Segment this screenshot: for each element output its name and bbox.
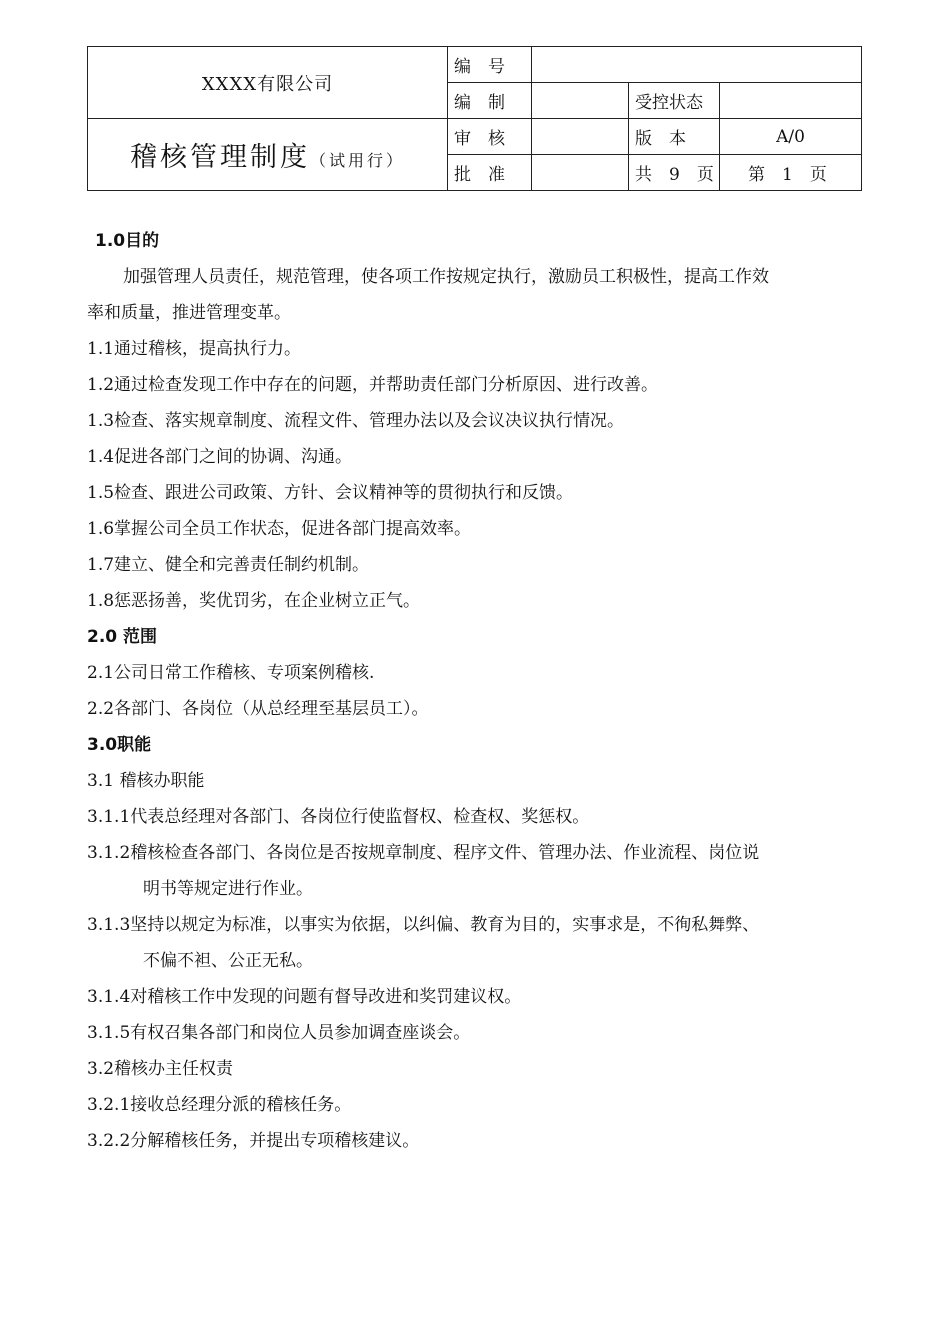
clause-3-1-4: 3.1.4对稽核工作中发现的问题有督导改进和奖罚建议权。 bbox=[87, 987, 522, 1007]
page-number: 第 1 页 bbox=[748, 165, 827, 185]
control-value-cell bbox=[720, 83, 862, 119]
prepared-label-cell bbox=[448, 83, 532, 119]
control-label-cell bbox=[629, 83, 720, 119]
control-status-label: 受控状态 bbox=[635, 93, 703, 113]
clause-3-1-3-line-1: 3.1.3坚持以规定为标准，以事实为依据，以纠偏、教育为目的，实事求是，不徇私舞弊、 bbox=[87, 915, 760, 935]
version-value-cell bbox=[720, 119, 862, 155]
clause-3-1-3-line-2: 不偏不袒、公正无私。 bbox=[143, 951, 313, 971]
clause-3-2-1: 3.2.1接收总经理分派的稽核任务。 bbox=[87, 1095, 352, 1115]
clause-1-6: 1.6掌握公司全员工作状态，促进各部门提高效率。 bbox=[87, 519, 472, 539]
review-label-cell bbox=[448, 119, 532, 155]
clause-1-5: 1.5检查、跟进公司政策、方针、会议精神等的贯彻执行和反馈。 bbox=[87, 483, 574, 503]
clause-3-1-1: 3.1.1代表总经理对各部门、各岗位行使监督权、检查权、奖惩权。 bbox=[87, 807, 590, 827]
clause-3-1-5: 3.1.5有权召集各部门和岗位人员参加调查座谈会。 bbox=[87, 1023, 471, 1043]
prepared-value-cell bbox=[532, 83, 629, 119]
total-pages: 共 9 页 bbox=[635, 165, 714, 185]
review-value-cell bbox=[532, 119, 629, 155]
clause-2-2: 2.2各部门、各岗位（从总经理至基层员工）。 bbox=[87, 699, 429, 719]
prepared-label: 编 制 bbox=[454, 93, 505, 113]
company-name: XXXX有限公司 bbox=[201, 73, 334, 95]
purpose-paragraph-line-1: 加强管理人员责任，规范管理，使各项工作按规定执行，激励员工积极性，提高工作效 bbox=[123, 267, 769, 287]
review-label: 审 核 bbox=[454, 129, 505, 149]
page-number-cell bbox=[720, 155, 862, 191]
clause-3-1-2-line-2: 明书等规定进行作业。 bbox=[143, 879, 313, 899]
document-title-cell bbox=[88, 119, 448, 191]
clause-3-1: 3.1 稽核办职能 bbox=[87, 771, 205, 791]
company-name-cell bbox=[88, 47, 448, 119]
clause-3-2-2: 3.2.2分解稽核任务，并提出专项稽核建议。 bbox=[87, 1131, 420, 1151]
clause-3-1-2-line-1: 3.1.2稽核检查各部门、各岗位是否按规章制度、程序文件、管理办法、作业流程、岗位说 bbox=[87, 843, 760, 863]
number-label-cell bbox=[448, 47, 532, 83]
purpose-paragraph-line-2: 率和质量，推进管理变革。 bbox=[87, 303, 291, 323]
clause-2-1: 2.1公司日常工作稽核、专项案例稽核. bbox=[87, 663, 375, 683]
approve-label: 批 准 bbox=[454, 165, 505, 185]
clause-1-2: 1.2通过检查发现工作中存在的问题，并帮助责任部门分析原因、进行改善。 bbox=[87, 375, 659, 395]
number-label: 编 号 bbox=[454, 57, 505, 77]
document-body bbox=[87, 223, 867, 1159]
version-label-cell bbox=[629, 119, 720, 155]
section-heading-functions: 3.0职能 bbox=[87, 735, 152, 755]
clause-1-3: 1.3检查、落实规章制度、流程文件、管理办法以及会议决议执行情况。 bbox=[87, 411, 625, 431]
clause-1-4: 1.4促进各部门之间的协调、沟通。 bbox=[87, 447, 353, 467]
approve-label-cell bbox=[448, 155, 532, 191]
version-value: A/0 bbox=[776, 126, 805, 147]
section-heading-purpose: 1.0目的 bbox=[95, 231, 160, 251]
clause-1-8: 1.8惩恶扬善，奖优罚劣，在企业树立正气。 bbox=[87, 591, 421, 611]
total-pages-cell bbox=[629, 155, 720, 191]
clause-1-7: 1.7建立、健全和完善责任制约机制。 bbox=[87, 555, 370, 575]
number-value-cell bbox=[532, 47, 862, 83]
document-title-note: （试用行） bbox=[309, 151, 405, 170]
clause-3-2: 3.2稽核办主任权责 bbox=[87, 1059, 234, 1079]
section-heading-scope: 2.0 范围 bbox=[87, 627, 158, 647]
approve-value-cell bbox=[532, 155, 629, 191]
version-label: 版 本 bbox=[635, 129, 686, 149]
document-title: 稽核管理制度 bbox=[129, 142, 310, 173]
clause-1-1: 1.1通过稽核，提高执行力。 bbox=[87, 339, 302, 359]
document-header-table bbox=[87, 46, 862, 191]
